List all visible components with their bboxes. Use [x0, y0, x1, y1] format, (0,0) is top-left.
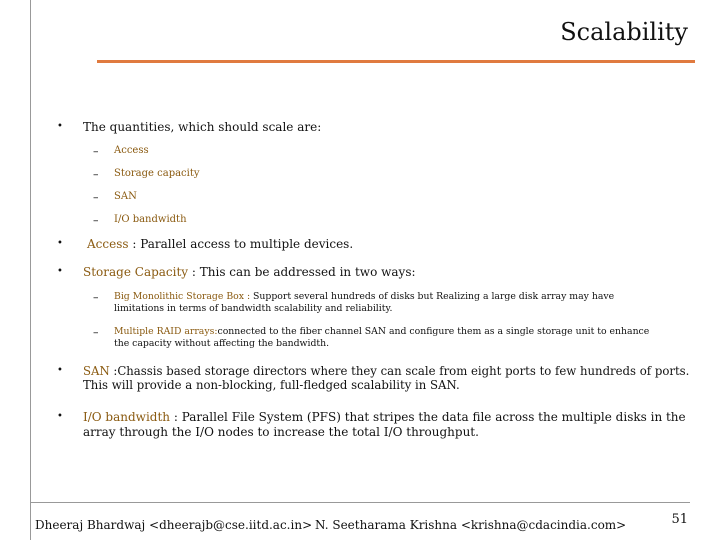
io-text-cont: array through the I/O nodes to increase the total I/O throughput.	[83, 425, 479, 439]
bullet-icon: •	[57, 411, 63, 422]
quantity-item: Access	[114, 145, 149, 156]
page-number: 51	[671, 512, 688, 527]
storage-line	[83, 265, 416, 279]
bullet-icon: •	[57, 238, 63, 249]
san-line	[83, 364, 689, 378]
storage-way-text: connected to the fiber channel SAN and configure them as a single storage unit to enhance	[217, 326, 650, 337]
footer-author-left: Dheeraj Bhardwaj <dheerajb@cse.iitd.ac.in>	[35, 518, 313, 532]
san-term: SAN	[83, 364, 110, 378]
dash-icon: –	[93, 326, 99, 339]
storage-text: : This can be addressed in two ways:	[188, 265, 416, 279]
dash-icon: –	[93, 214, 99, 227]
quantity-item: SAN	[114, 191, 137, 202]
storage-way-term: Multiple RAID arrays:	[114, 326, 218, 337]
access-text: : Parallel access to multiple devices.	[128, 237, 354, 251]
bullet-icon: •	[57, 365, 63, 376]
storage-way-term: Big Monolithic Storage Box :	[114, 291, 251, 302]
io-term: I/O bandwidth	[83, 410, 171, 424]
quantity-item: Storage capacity	[114, 168, 200, 179]
title-underline	[97, 60, 695, 63]
storage-way-line	[114, 291, 614, 303]
dash-icon: –	[93, 291, 99, 304]
storage-way-text-cont: limitations in terms of bandwidth scalability and reliability.	[114, 303, 393, 314]
footer-author-right: N. Seetharama Krishna <krishna@cdacindia.com>	[315, 518, 627, 532]
quantity-item: I/O bandwidth	[114, 214, 187, 225]
intro-text: The quantities, which should scale are:	[83, 120, 322, 134]
dash-icon: –	[93, 145, 99, 158]
dash-icon: –	[93, 168, 99, 181]
bullet-icon: •	[57, 266, 63, 277]
bullet-icon: •	[57, 121, 63, 132]
slide-title: Scalability	[560, 18, 688, 46]
left-margin-rule	[30, 0, 31, 540]
storage-term: Storage Capacity	[83, 265, 189, 279]
storage-way-text: Support several hundreds of disks but Realizing a large disk array may have	[250, 291, 615, 302]
san-text-cont: This will provide a non-blocking, full-fledged scalability in SAN.	[83, 378, 460, 392]
footer-rule	[30, 502, 690, 503]
io-line	[83, 410, 686, 424]
dash-icon: –	[93, 191, 99, 204]
storage-way-text-cont: the capacity without affecting the bandwidth.	[114, 338, 330, 349]
access-line	[87, 237, 353, 251]
san-text: :Chassis based storage directors where they can scale from eight ports to few hundreds of ports.	[109, 364, 690, 378]
io-text: : Parallel File System (PFS) that stripes the data file across the multiple disks in the	[170, 410, 686, 424]
access-term: Access	[87, 237, 129, 251]
storage-way-line	[114, 326, 649, 338]
